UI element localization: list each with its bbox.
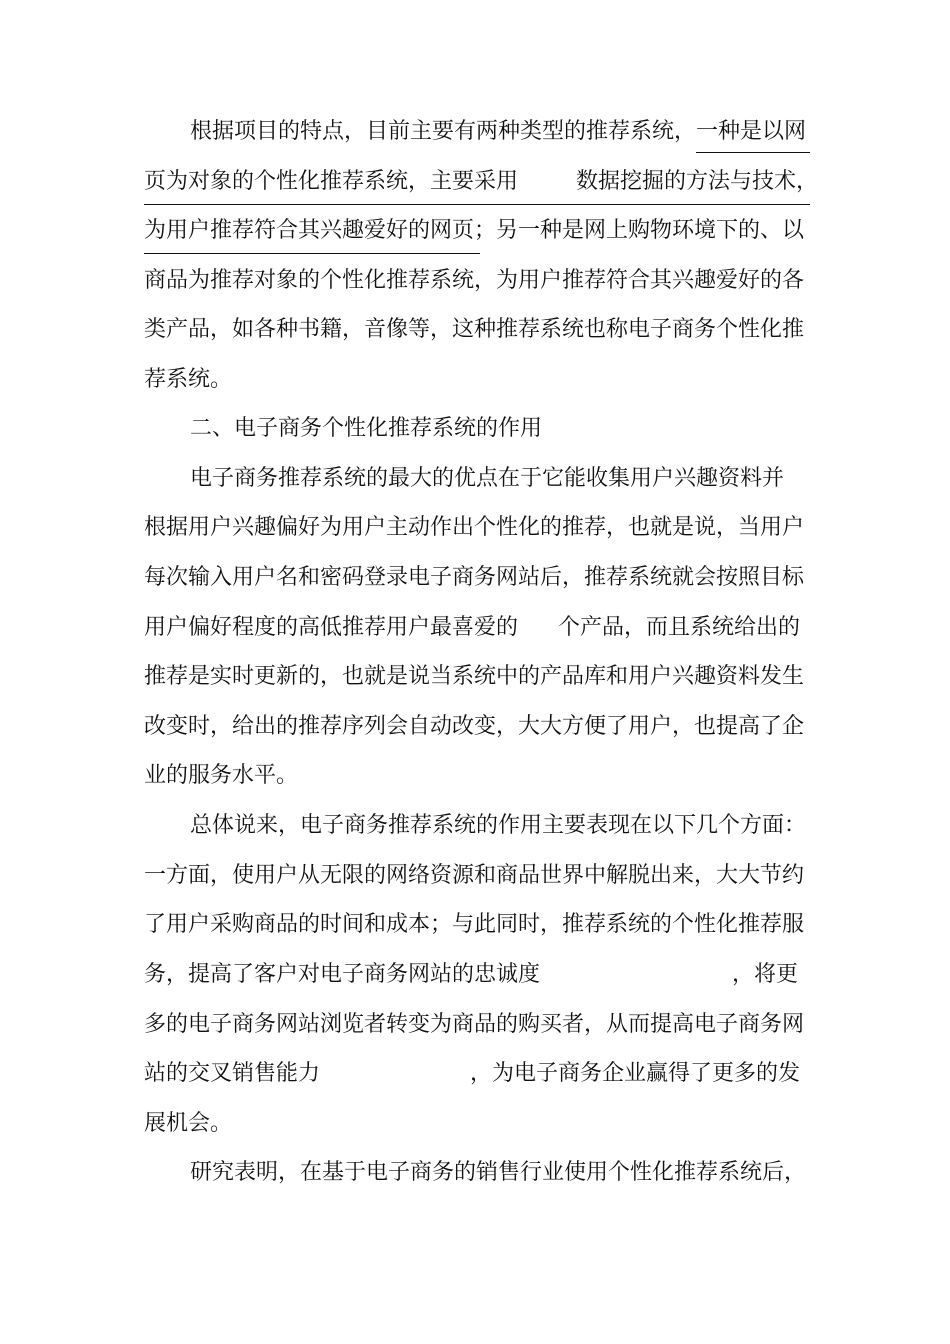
paragraph-3-line-6 bbox=[144, 1057, 812, 1091]
text-segment: 站的交叉销售能力 bbox=[144, 1061, 321, 1086]
underlined-text-segment: 为用户推荐符合其兴趣爱好的网页 bbox=[144, 218, 475, 243]
paragraph-3-line-2: 一方面，使用户从无限的网络资源和商品世界中解脱出来，大大节约 bbox=[144, 863, 805, 888]
text-segment: 数据挖掘的方法与技术， bbox=[576, 169, 819, 194]
paragraph-3-line-5: 多的电子商务网站浏览者转变为商品的购买者，从而提高电子商务网 bbox=[144, 1012, 805, 1037]
text-segment: ，将更 bbox=[732, 962, 799, 987]
paragraph-2-line-3: 每次输入用户名和密码登录电子商务网站后，推荐系统就会按照目标 bbox=[144, 565, 805, 590]
text-segment: 个产品，而且系统给出的 bbox=[558, 615, 801, 640]
text-segment: 用户偏好程度的高低推荐用户最喜爱的 bbox=[144, 615, 519, 640]
paragraph-1-line-1 bbox=[190, 115, 812, 149]
underlined-text-segment: 一种是以网 bbox=[696, 119, 807, 144]
paragraph-1-line-3 bbox=[144, 214, 812, 248]
text-segment: 务，提高了客户对电子商务网站的忠诚度 bbox=[144, 962, 541, 987]
paragraph-3-line-7: 展机会。 bbox=[144, 1111, 233, 1136]
text-segment: 页为对象的个性化推荐系统，主要采用 bbox=[144, 169, 519, 194]
underline-rule bbox=[144, 204, 810, 205]
paragraph-1-line-4: 商品为推荐对象的个性化推荐系统，为用户推荐符合其兴趣爱好的各 bbox=[144, 268, 805, 293]
paragraph-2-line-7: 业的服务水平。 bbox=[144, 763, 299, 788]
underline-rule bbox=[696, 152, 810, 153]
paragraph-1-line-5: 类产品，如各种书籍，音像等，这种推荐系统也称电子商务个性化推 bbox=[144, 317, 805, 342]
text-segment: ，为电子商务企业赢得了更多的发 bbox=[470, 1061, 801, 1086]
paragraph-1-line-2 bbox=[144, 165, 819, 199]
paragraph-4-line-1: 研究表明，在基于电子商务的销售行业使用个性化推荐系统后， bbox=[190, 1160, 807, 1185]
paragraph-3-line-3: 了用户采购商品的时间和成本；与此同时，推荐系统的个性化推荐服 bbox=[144, 912, 805, 937]
paragraph-2-line-1: 电子商务推荐系统的最大的优点在于它能收集用户兴趣资料并 bbox=[190, 466, 785, 491]
underline-rule bbox=[144, 253, 480, 254]
text-segment: ；另一种是网上购物环境下的、以 bbox=[474, 218, 805, 243]
paragraph-2-line-6: 改变时，给出的推荐序列会自动改变，大大方便了用户，也提高了企 bbox=[144, 714, 805, 739]
paragraph-2-line-2: 根据用户兴趣偏好为用户主动作出个性化的推荐，也就是说，当用户 bbox=[144, 515, 805, 540]
paragraph-1-line-6: 荐系统。 bbox=[144, 367, 233, 392]
text-segment: 根据项目的特点，目前主要有两种类型的推荐系统， bbox=[190, 119, 697, 144]
paragraph-3-line-4 bbox=[144, 958, 812, 992]
paragraph-2-line-4 bbox=[144, 611, 812, 645]
paragraph-3-line-1: 总体说来，电子商务推荐系统的作用主要表现在以下几个方面： bbox=[190, 813, 807, 838]
paragraph-2-line-5: 推荐是实时更新的，也就是说当系统中的产品库和用户兴趣资料发生 bbox=[144, 664, 805, 689]
section-heading: 二、电子商务个性化推荐系统的作用 bbox=[190, 416, 543, 441]
